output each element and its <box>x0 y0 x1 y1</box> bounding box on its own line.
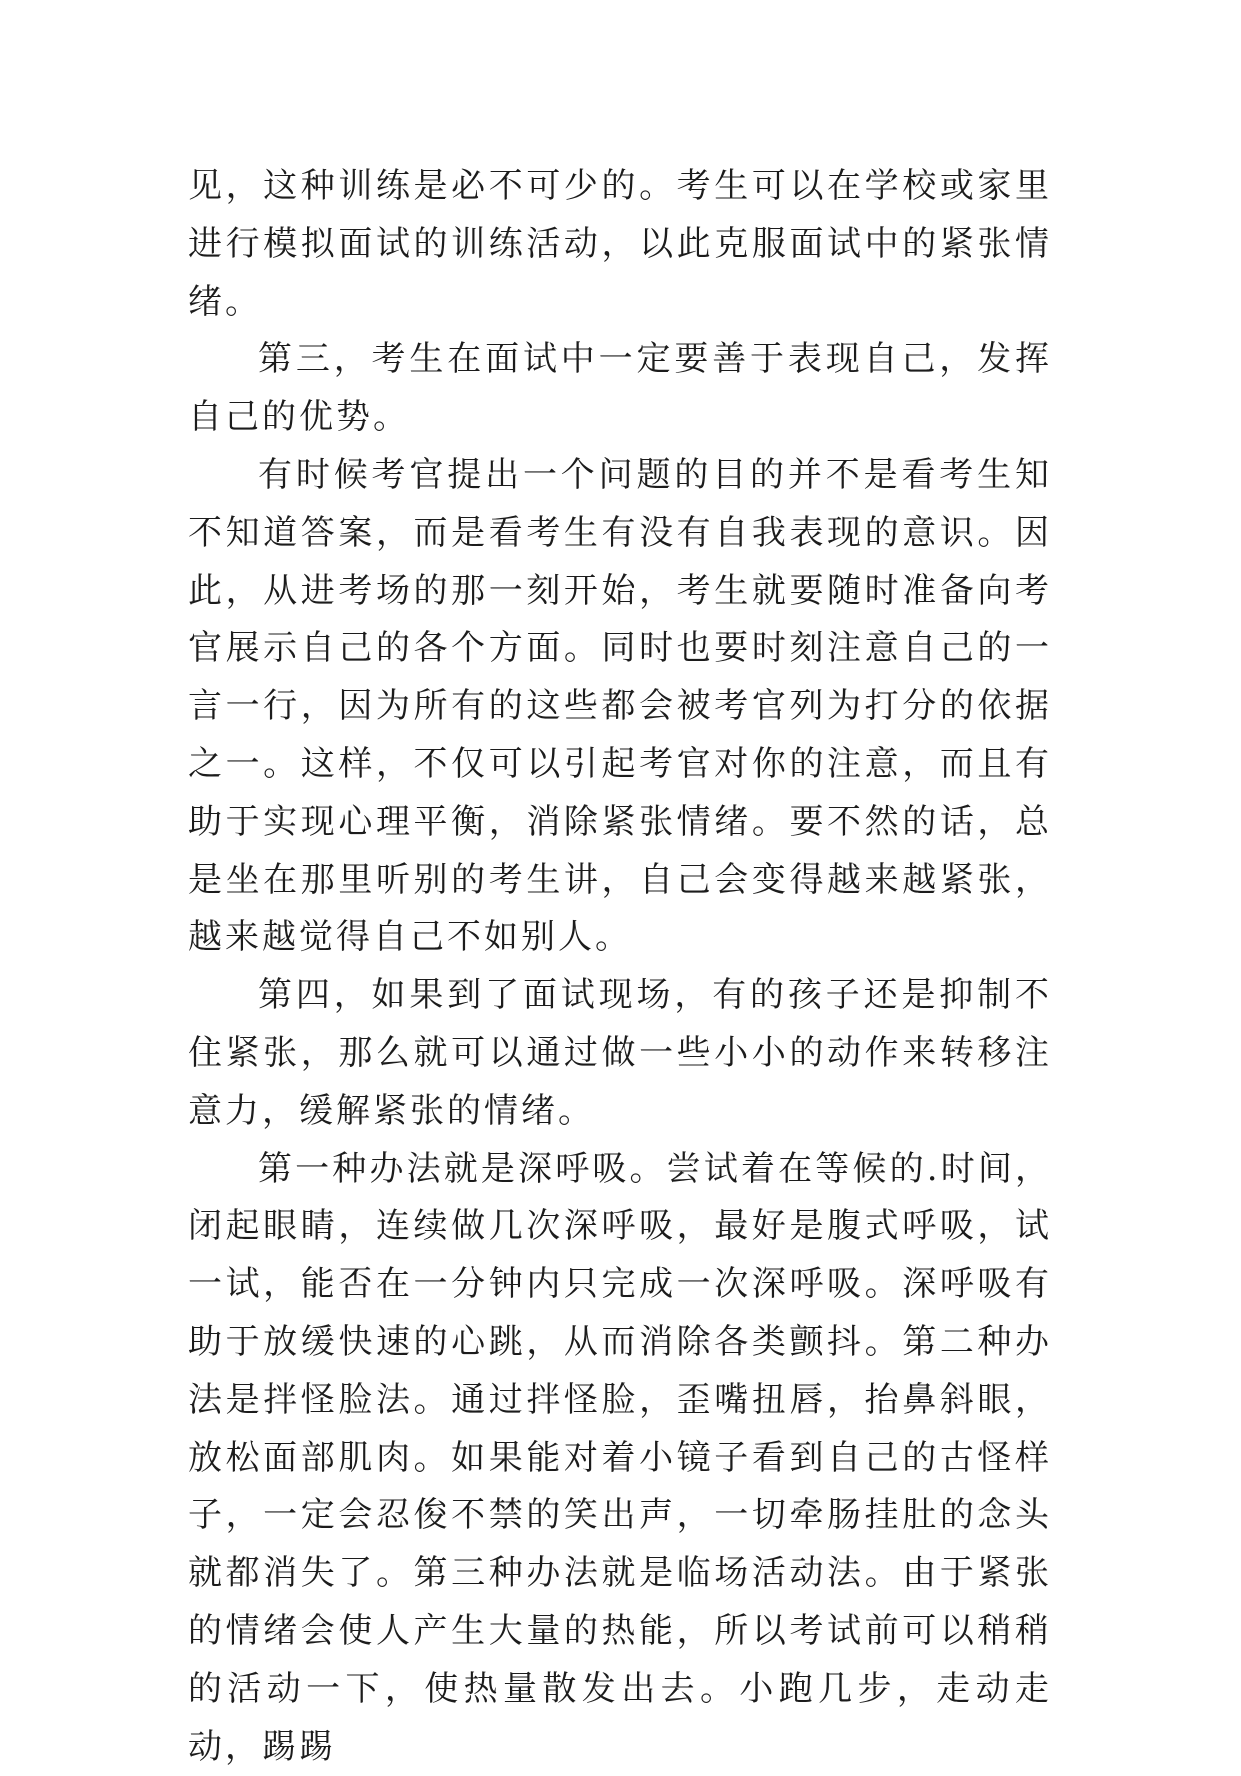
paragraph-4: 第四，如果到了面试现场，有的孩子还是抑制不住紧张，那么就可以通过做一些小小的动作来转移注意力，缓解紧张的情绪。 <box>188 975 1052 1131</box>
paragraph-2: 第三，考生在面试中一定要善于表现自己，发挥自己的优势。 <box>188 339 1052 438</box>
text-column <box>188 158 1052 1776</box>
paragraph-1: 见，这种训练是必不可少的。考生可以在学校或家里进行模拟面试的训练活动，以此克服面试中的紧张情绪。 <box>188 166 1052 322</box>
paragraph-3: 有时候考官提出一个问题的目的并不是看考生知不知道答案，而是看考生有没有自我表现的意识。因此，从进考场的那一刻开始，考生就要随时准备向考官展示自己的各个方面。同时也要时刻注意自己的一言一行，因为所有的这些都会被考官列为打分的依据之一。这样，不仅可以引起考官对你的注意，而且有助于实现心理平衡，消除紧张情绪。要不然的话，总是坐在那里听别的考生讲，自己会变得越来越紧张，越来越觉得自己不如别人。 <box>188 454 1052 958</box>
paragraph-5: 第一种办法就是深呼吸。尝试着在等候的.时间，闭起眼睛，连续做几次深呼吸，最好是腹式呼吸，试一试，能否在一分钟内只完成一次深呼吸。深呼吸有助于放缓快速的心跳，从而消除各类颤抖。第二种办法是拌怪脸法。通过拌怪脸，歪嘴扭唇，抬鼻斜眼，放松面部肌肉。如果能对着小镜子看到自己的古怪样子，一定会忍俊不禁的笑出声，一切牵肠挂肚的念头就都消失了。第三种办法就是临场活动法。由于紧张的情绪会使人产生大量的热能，所以考试前可以稍稍的活动一下，使热量散发出去。小跑几步，走动走动，踢踢 <box>188 1148 1052 1767</box>
